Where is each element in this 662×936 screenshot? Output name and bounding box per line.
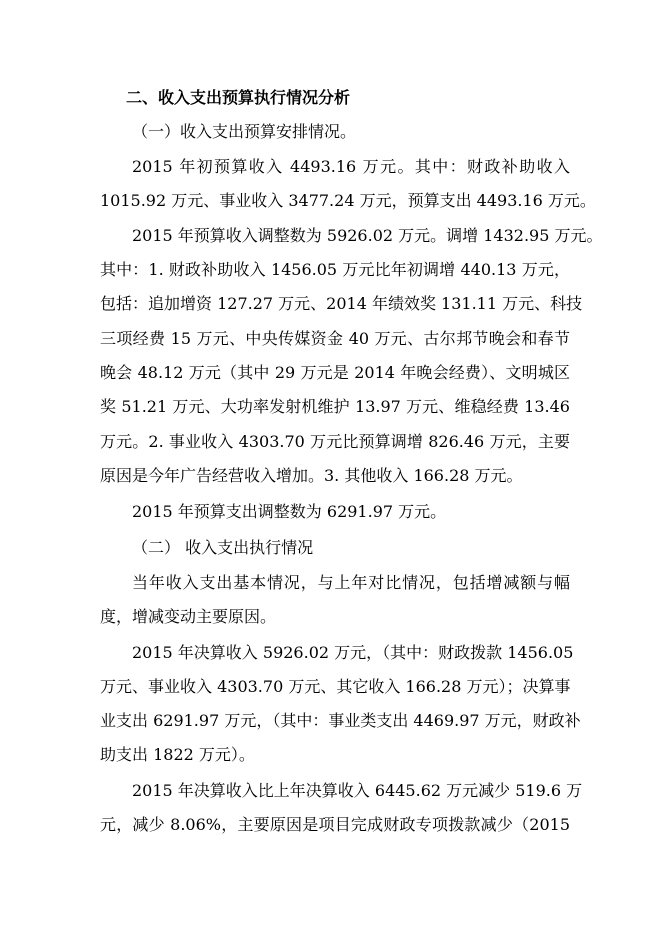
paragraph-line: 业支出 6291.97 万元，（其中：事业类支出 4469.97 万元，财政补 — [100, 711, 581, 730]
paragraph-line: 2015 年决算收入比上年决算收入 6445.62 万元减少 519.6 万 — [132, 781, 583, 800]
paragraph-line: 原因是今年广告经营收入增加。3. 其他收入 166.28 万元。 — [100, 466, 523, 485]
paragraph-line: 2015 年决算收入 5926.02 万元，（其中：财政拨款 1456.05 — [132, 643, 574, 662]
paragraph-line: 1015.92 万元、事业收入 3477.24 万元，预算支出 4493.16 万元。 — [100, 191, 596, 210]
paragraph-line: 度，增减变动主要原因。 — [100, 607, 277, 626]
paragraph-line: 当年收入支出基本情况，与上年对比情况，包括增减额与幅 — [132, 573, 570, 592]
paragraph-line: 包括：追加增资 127.27 万元、2014 年绩效奖 131.11 万元、科技 — [100, 294, 583, 313]
subsection-title-execution: （二） 收入支出执行情况 — [132, 538, 314, 557]
paragraph-line: 其中：1. 财政补助收入 1456.05 万元比年初调增 440.13 万元， — [100, 260, 570, 279]
section-heading: 二、收入支出预算执行情况分析 — [126, 88, 351, 107]
paragraph-line: 2015 年初预算收入 4493.16 万元。其中：财政补助收入 — [132, 157, 570, 176]
paragraph-line: 三项经费 15 万元、中央传媒资金 40 万元、古尔邦节晚会和春节 — [100, 329, 570, 348]
paragraph-line: 2015 年预算支出调整数为 6291.97 万元。 — [132, 502, 447, 521]
paragraph-line: 万元、事业收入 4303.70 万元、其它收入 166.28 万元）；决算事 — [100, 677, 571, 696]
paragraph-line: 奖 51.21 万元、大功率发射机维护 13.97 万元、维稳经费 13.46 — [100, 397, 570, 416]
paragraph-line: 晚会 48.12 万元（其中 29 万元是 2014 年晚会经费）、文明城区 — [100, 363, 570, 382]
paragraph-line: 2015 年预算收入调整数为 5926.02 万元。调增 1432.95 万元。 — [132, 226, 603, 245]
paragraph-line: 元，减少 8.06%，主要原因是项目完成财政专项拨款减少（2015 — [100, 815, 570, 834]
paragraph-line: 万元。2. 事业收入 4303.70 万元比预算调增 826.46 万元，主要 — [100, 432, 570, 451]
subsection-title-budget-arrangement: （一）收入支出预算安排情况。 — [132, 122, 357, 141]
paragraph-line: 助支出 1822 万元）。 — [100, 745, 255, 764]
